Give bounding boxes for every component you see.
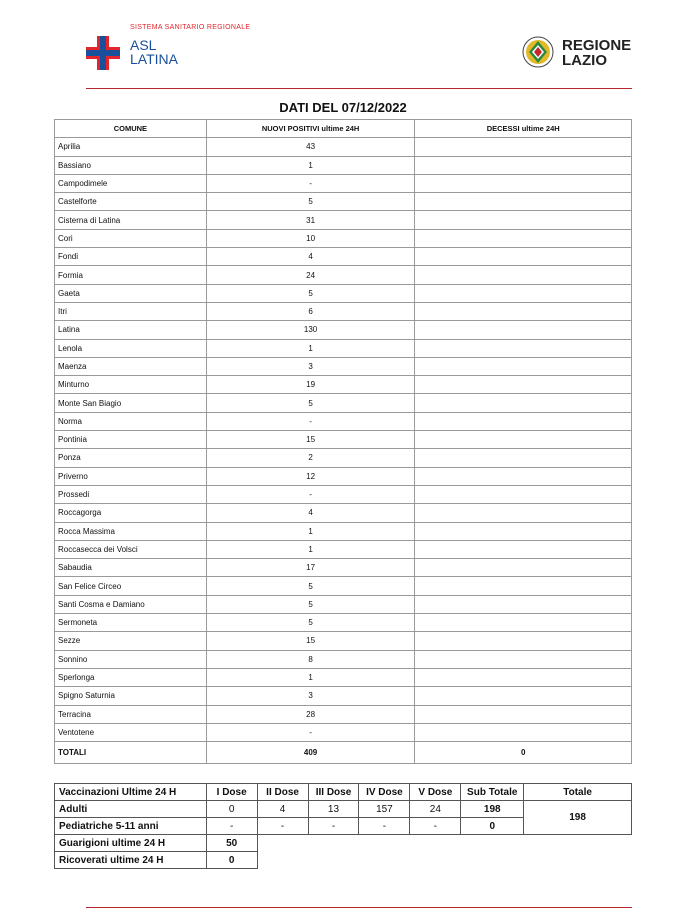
positivi-cell: 17 (206, 559, 415, 577)
positivi-cell: 4 (206, 504, 415, 522)
table-row (55, 376, 632, 394)
positivi-cell: 6 (206, 302, 415, 320)
comune-cell: Aprilia (55, 138, 207, 156)
comune-cell: Priverno (55, 467, 207, 485)
pediatriche-dose-4: - (359, 818, 410, 835)
table-row (55, 321, 632, 339)
table-row (55, 394, 632, 412)
table-row (55, 504, 632, 522)
positivi-cell: 5 (206, 595, 415, 613)
table-row (55, 559, 632, 577)
table-row (55, 229, 632, 247)
decessi-cell (415, 504, 632, 522)
table-row (55, 284, 632, 302)
decessi-cell (415, 485, 632, 503)
comune-cell: Castelforte (55, 193, 207, 211)
positivi-cell: 24 (206, 266, 415, 284)
regione-lazio-logo (522, 36, 642, 72)
table-row (55, 650, 632, 668)
comune-cell: Pontinia (55, 431, 207, 449)
decessi-cell (415, 723, 632, 741)
pediatriche-dose-5: - (410, 818, 461, 835)
comune-cell: Prossedi (55, 485, 207, 503)
table-row (55, 449, 632, 467)
header-totale: Totale (524, 784, 632, 801)
adulti-label: Adulti (55, 801, 207, 818)
positivi-cell: 15 (206, 431, 415, 449)
comune-cell: Lenola (55, 339, 207, 357)
table-row (55, 412, 632, 430)
table-row (55, 357, 632, 375)
decessi-cell (415, 540, 632, 558)
table-row (55, 614, 632, 632)
positivi-cell: 1 (206, 339, 415, 357)
comune-cell: Formia (55, 266, 207, 284)
table-row (55, 138, 632, 156)
comune-cell: Latina (55, 321, 207, 339)
positivi-cell: 3 (206, 357, 415, 375)
positivi-cell: - (206, 412, 415, 430)
asl-name: ASL LATINA (130, 37, 178, 67)
adulti-dose-5: 24 (410, 801, 461, 818)
decessi-cell (415, 559, 632, 577)
table-row (55, 577, 632, 595)
positivi-cell: - (206, 174, 415, 192)
decessi-cell (415, 614, 632, 632)
comune-cell: Bassiano (55, 156, 207, 174)
comune-cell: Terracina (55, 705, 207, 723)
header-dose-1: I Dose (206, 784, 257, 801)
asl-subtitle: SISTEMA SANITARIO REGIONALE (130, 24, 251, 31)
vaccinations-header-row (55, 784, 632, 801)
decessi-cell (415, 632, 632, 650)
asl-latina-logo (86, 24, 256, 74)
table-row (55, 302, 632, 320)
comune-cell: Roccasecca dei Volsci (55, 540, 207, 558)
decessi-cell (415, 211, 632, 229)
comune-cell: Ventotene (55, 723, 207, 741)
decessi-cell (415, 284, 632, 302)
comuni-table (54, 119, 632, 764)
table-row (55, 705, 632, 723)
table-row (55, 174, 632, 192)
decessi-cell (415, 668, 632, 686)
table-row (55, 248, 632, 266)
positivi-cell: 5 (206, 614, 415, 632)
decessi-cell (415, 449, 632, 467)
positivi-cell: 2 (206, 449, 415, 467)
table-row (55, 485, 632, 503)
guarigioni-label: Guarigioni ultime 24 H (55, 835, 207, 852)
positivi-cell: 1 (206, 668, 415, 686)
positivi-cell: 28 (206, 705, 415, 723)
comune-cell: Rocca Massima (55, 522, 207, 540)
comune-cell: Minturno (55, 376, 207, 394)
table-row (55, 723, 632, 741)
decessi-cell (415, 376, 632, 394)
positivi-cell: 1 (206, 522, 415, 540)
comune-cell: Cori (55, 229, 207, 247)
table-row (55, 211, 632, 229)
positivi-cell: 3 (206, 687, 415, 705)
totals-label: TOTALI (55, 742, 207, 764)
decessi-cell (415, 394, 632, 412)
comune-cell: Santi Cosma e Damiano (55, 595, 207, 613)
positivi-cell: 19 (206, 376, 415, 394)
health-cross-icon (86, 36, 120, 70)
pediatriche-subtotale: 0 (461, 818, 524, 835)
positivi-cell: 31 (206, 211, 415, 229)
comune-cell: Ponza (55, 449, 207, 467)
decessi-cell (415, 595, 632, 613)
header-dose-5: V Dose (410, 784, 461, 801)
positivi-cell: 12 (206, 467, 415, 485)
decessi-cell (415, 687, 632, 705)
adulti-dose-1: 0 (206, 801, 257, 818)
positivi-cell: 10 (206, 229, 415, 247)
decessi-cell (415, 302, 632, 320)
positivi-cell: 8 (206, 650, 415, 668)
positivi-cell: 1 (206, 156, 415, 174)
comune-cell: Fondi (55, 248, 207, 266)
ricoverati-label: Ricoverati ultime 24 H (55, 852, 207, 869)
header-dose-3: III Dose (308, 784, 359, 801)
positivi-cell: 43 (206, 138, 415, 156)
adulti-dose-3: 13 (308, 801, 359, 818)
table-row (55, 431, 632, 449)
pediatriche-dose-2: - (257, 818, 308, 835)
decessi-cell (415, 412, 632, 430)
table-row (55, 156, 632, 174)
comune-cell: Campodimele (55, 174, 207, 192)
comune-cell: Sonnino (55, 650, 207, 668)
positivi-cell: 5 (206, 284, 415, 302)
table-row (55, 266, 632, 284)
table-row (55, 632, 632, 650)
header-dose-4: IV Dose (359, 784, 410, 801)
comune-cell: Spigno Saturnia (55, 687, 207, 705)
positivi-cell: - (206, 723, 415, 741)
totals-positivi: 409 (206, 742, 415, 764)
comune-cell: Gaeta (55, 284, 207, 302)
totals-row (55, 742, 632, 764)
positivi-cell: 5 (206, 394, 415, 412)
comune-cell: Maenza (55, 357, 207, 375)
decessi-cell (415, 229, 632, 247)
comune-cell: Itri (55, 302, 207, 320)
adulti-dose-4: 157 (359, 801, 410, 818)
comune-cell: Cisterna di Latina (55, 211, 207, 229)
pediatriche-dose-3: - (308, 818, 359, 835)
decessi-cell (415, 522, 632, 540)
pediatriche-dose-1: - (206, 818, 257, 835)
decessi-cell (415, 357, 632, 375)
comune-cell: San Felice Circeo (55, 577, 207, 595)
positivi-cell: 5 (206, 193, 415, 211)
positivi-cell: 15 (206, 632, 415, 650)
comune-cell: Sermoneta (55, 614, 207, 632)
comune-cell: Roccagorga (55, 504, 207, 522)
decessi-cell (415, 705, 632, 723)
decessi-cell (415, 650, 632, 668)
table-row (55, 467, 632, 485)
adulti-dose-2: 4 (257, 801, 308, 818)
positivi-cell: 1 (206, 540, 415, 558)
comune-cell: Norma (55, 412, 207, 430)
decessi-cell (415, 156, 632, 174)
header-rule (86, 88, 632, 89)
positivi-cell: 5 (206, 577, 415, 595)
decessi-cell (415, 138, 632, 156)
guarigioni-row (55, 835, 632, 852)
table-row (55, 193, 632, 211)
totals-decessi: 0 (415, 742, 632, 764)
header-subtotale: Sub Totale (461, 784, 524, 801)
vaccinations-table (54, 783, 632, 869)
footer-rule (86, 907, 632, 908)
vaccinations-totale: 198 (524, 801, 632, 835)
table-row (55, 687, 632, 705)
decessi-cell (415, 193, 632, 211)
column-header-positivi: NUOVI POSITIVI ultime 24H (206, 120, 415, 138)
table-row (55, 522, 632, 540)
column-header-comune: COMUNE (55, 120, 207, 138)
header-dose-2: II Dose (257, 784, 308, 801)
regione-lazio-name: REGIONE LAZIO (562, 37, 632, 69)
column-header-decessi: DECESSI ultime 24H (415, 120, 632, 138)
decessi-cell (415, 339, 632, 357)
positivi-cell: 130 (206, 321, 415, 339)
comune-cell: Sabaudia (55, 559, 207, 577)
decessi-cell (415, 321, 632, 339)
decessi-cell (415, 248, 632, 266)
adulti-subtotale: 198 (461, 801, 524, 818)
ricoverati-row (55, 852, 632, 869)
table-row (55, 668, 632, 686)
table-row (55, 595, 632, 613)
adulti-row (55, 801, 632, 818)
guarigioni-value: 50 (206, 835, 257, 852)
positivi-cell: 4 (206, 248, 415, 266)
table-row (55, 339, 632, 357)
vaccinations-header-label: Vaccinazioni Ultime 24 H (55, 784, 207, 801)
table-row (55, 540, 632, 558)
decessi-cell (415, 431, 632, 449)
decessi-cell (415, 174, 632, 192)
positivi-cell: - (206, 485, 415, 503)
decessi-cell (415, 266, 632, 284)
comune-cell: Sezze (55, 632, 207, 650)
decessi-cell (415, 467, 632, 485)
regione-lazio-emblem-icon (522, 36, 554, 68)
decessi-cell (415, 577, 632, 595)
table-header-row (55, 120, 632, 138)
ricoverati-value: 0 (206, 852, 257, 869)
comune-cell: Sperlonga (55, 668, 207, 686)
comune-cell: Monte San Biagio (55, 394, 207, 412)
pediatriche-label: Pediatriche 5-11 anni (55, 818, 207, 835)
page-title: DATI DEL 07/12/2022 (279, 100, 407, 115)
